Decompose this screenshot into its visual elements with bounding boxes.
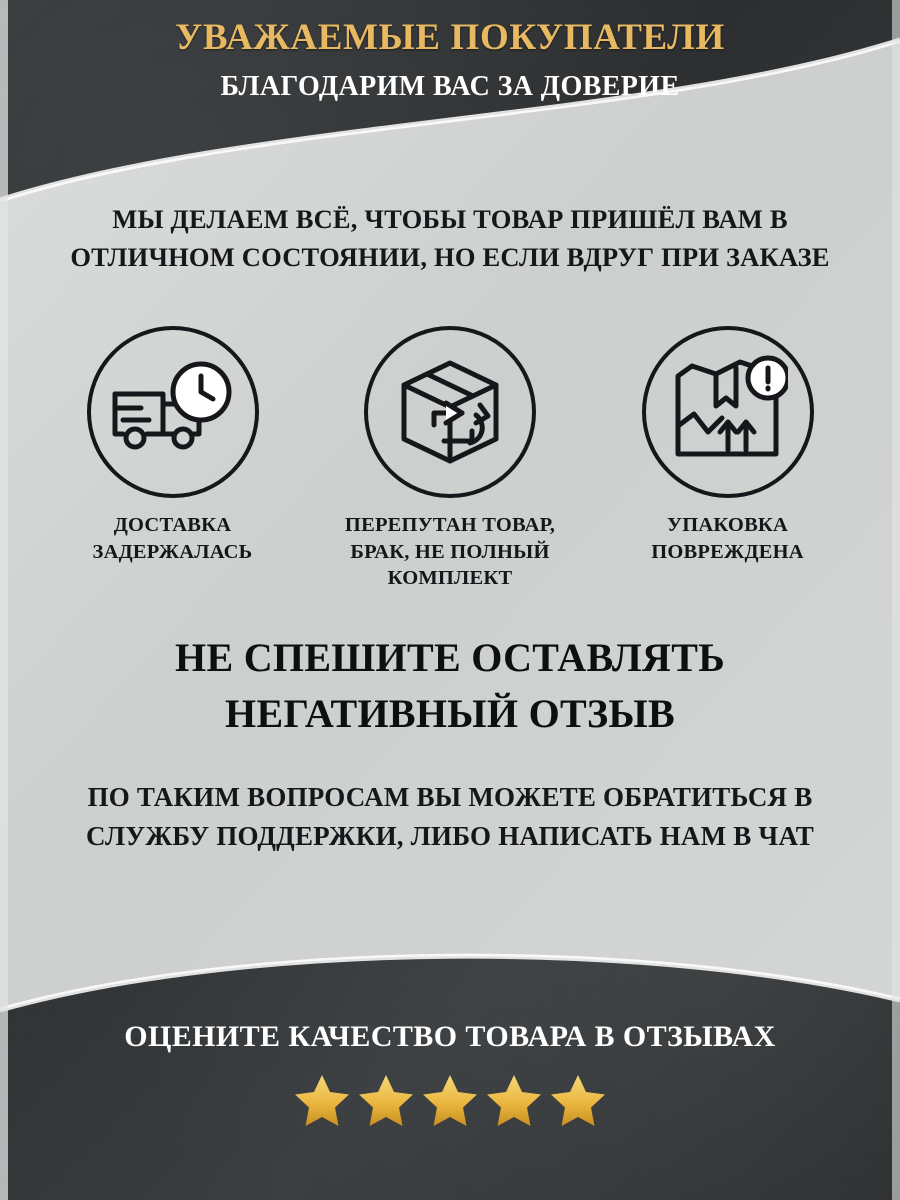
issue-item-delivery <box>40 326 305 565</box>
intro-text: МЫ ДЕЛАЕМ ВСЁ, ЧТОБЫ ТОВАР ПРИШЁЛ ВАМ В ОТЛИЧНОМ СОСТОЯНИИ, НО ЕСЛИ ВДРУГ ПРИ ЗАКАЗЕ <box>70 204 830 273</box>
headline-text: НЕ СПЕШИТЕ ОСТАВЛЯТЬ НЕГАТИВНЫЙ ОТЗЫВ <box>175 635 725 736</box>
header-subtitle: БЛАГОДАРИМ ВАС ЗА ДОВЕРИЕ <box>220 70 680 102</box>
issue-item-damaged-package <box>595 326 860 565</box>
header <box>0 18 900 104</box>
icon-circle <box>642 326 814 498</box>
icon-circle <box>87 326 259 498</box>
star-icon <box>485 1072 543 1128</box>
star-icon <box>549 1072 607 1128</box>
support-text: ПО ТАКИМ ВОПРОСАМ ВЫ МОЖЕТЕ ОБРАТИТЬСЯ В СЛУЖБУ ПОДДЕРЖКИ, ЛИБО НАПИСАТЬ НАМ В ЧАТ <box>86 782 814 852</box>
damaged-package-icon <box>668 354 788 470</box>
footer-title: ОЦЕНИТЕ КАЧЕСТВО ТОВАРА В ОТЗЫВАХ <box>124 1020 776 1053</box>
issue-caption: УПАКОВКА ПОВРЕЖДЕНА <box>651 514 804 563</box>
star-icon <box>421 1072 479 1128</box>
star-icon <box>293 1072 351 1128</box>
icon-circle <box>364 326 536 498</box>
issue-caption: ПЕРЕПУТАН ТОВАР, БРАК, НЕ ПОЛНЫЙ КОМПЛЕКТ <box>344 514 556 590</box>
box-return-arrow-icon <box>388 353 512 471</box>
delivery-truck-clock-icon <box>109 358 237 466</box>
issues-row <box>40 326 860 592</box>
star-icon <box>357 1072 415 1128</box>
footer <box>0 985 900 1200</box>
star-rating <box>0 1072 900 1128</box>
page-title: УВАЖАЕМЫЕ ПОКУПАТЕЛИ <box>175 17 725 58</box>
issue-item-wrong-goods <box>318 326 583 592</box>
issue-caption: ДОСТАВКА ЗАДЕРЖАЛАСЬ <box>92 514 253 563</box>
